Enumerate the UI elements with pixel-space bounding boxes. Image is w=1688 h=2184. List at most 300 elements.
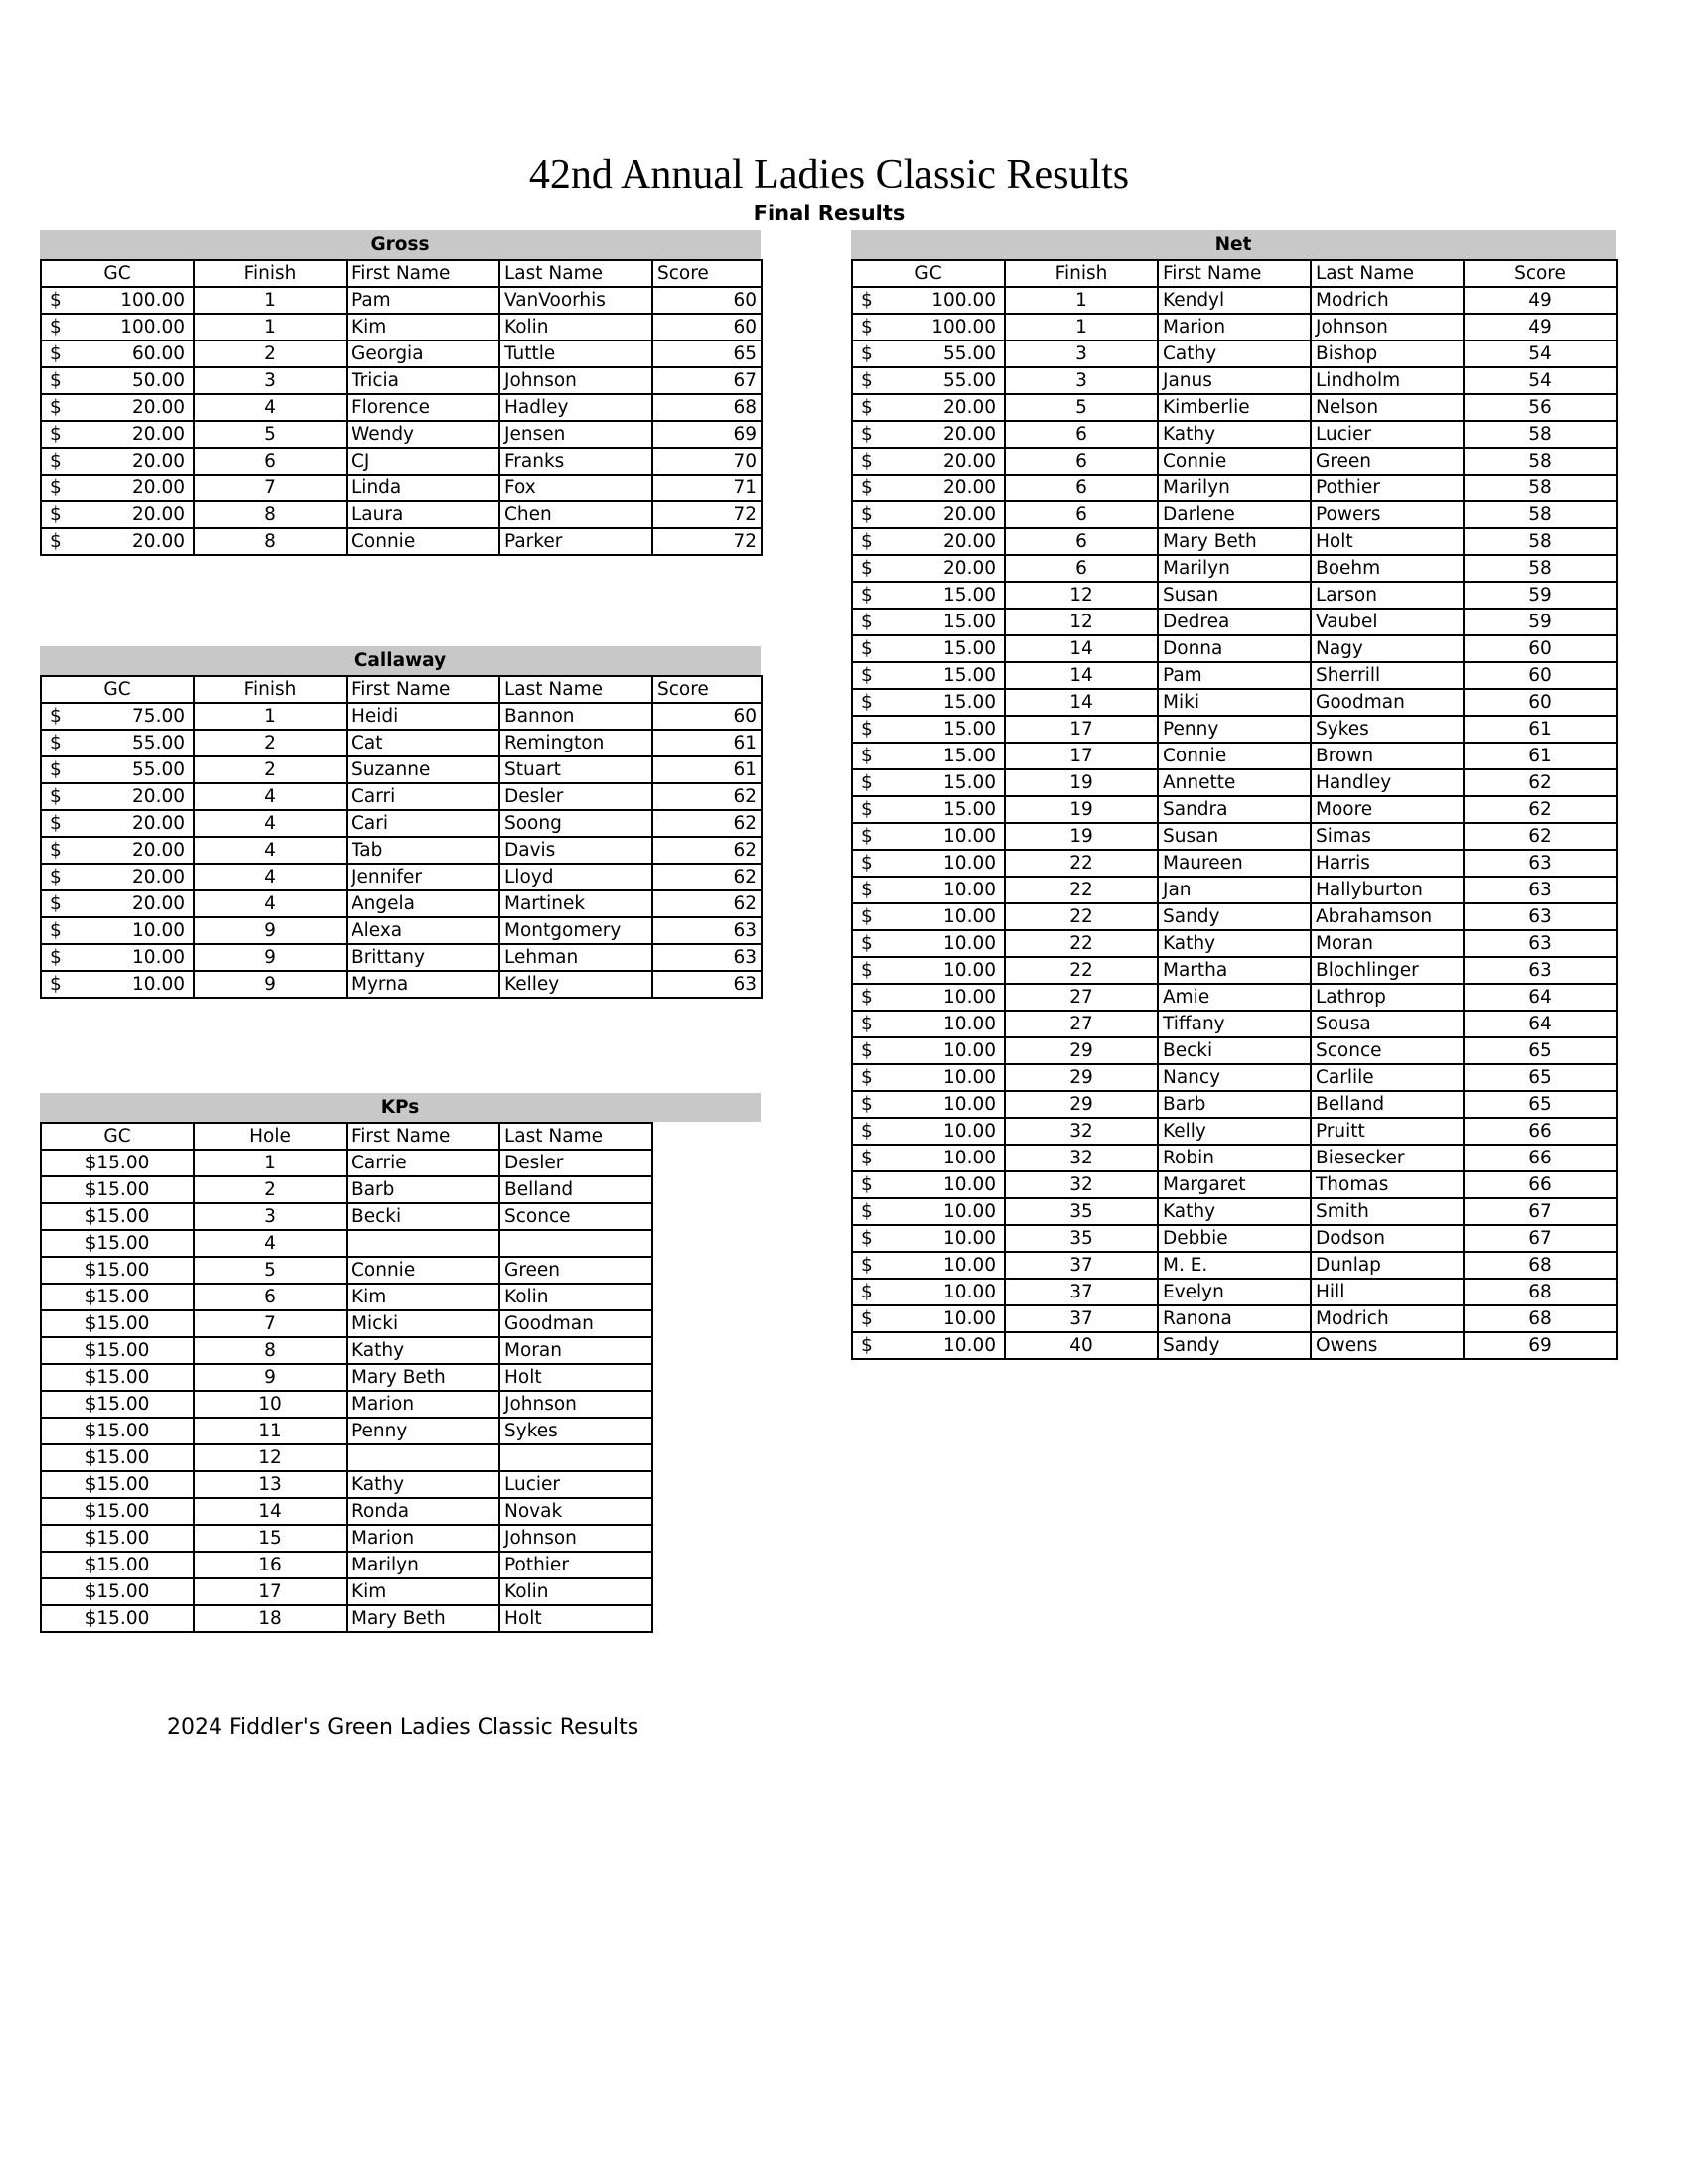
gc-cell	[41, 971, 194, 998]
first-name-cell: Kim	[347, 314, 499, 341]
finish-cell: 37	[1005, 1252, 1158, 1279]
score-cell: 62	[652, 864, 762, 890]
table-row	[41, 1471, 652, 1498]
score-cell: 58	[1464, 528, 1617, 555]
last-name-cell: Fox	[499, 475, 652, 501]
first-name-cell: Linda	[347, 475, 499, 501]
last-name-cell: Green	[1311, 448, 1464, 475]
score-cell: 63	[652, 917, 762, 944]
score-cell: 58	[1464, 421, 1617, 448]
currency-symbol: $	[50, 317, 62, 338]
table-row	[852, 796, 1617, 823]
footer-caption: 2024 Fiddler's Green Ladies Classic Results	[167, 1715, 639, 1740]
gc-cell: $15.00	[41, 1230, 194, 1257]
last-name-cell: Johnson	[499, 1391, 652, 1418]
finish-cell: 12	[1005, 582, 1158, 609]
last-name-cell: Davis	[499, 837, 652, 864]
finish-cell: 1	[1005, 314, 1158, 341]
first-name-cell: Cathy	[1158, 341, 1311, 367]
gc-amount: 20.00	[943, 397, 996, 418]
gc-cell	[852, 823, 1005, 850]
finish-cell: 9	[194, 971, 347, 998]
finish-cell: 6	[1005, 421, 1158, 448]
gc-amount: 15.00	[943, 665, 996, 686]
finish-cell: 4	[194, 810, 347, 837]
finish-cell: 22	[1005, 877, 1158, 903]
currency-symbol: $	[50, 893, 62, 914]
currency-symbol: $	[50, 531, 62, 552]
score-cell: 68	[1464, 1252, 1617, 1279]
finish-cell: 4	[194, 890, 347, 917]
currency-symbol: $	[50, 733, 62, 753]
currency-symbol: $	[861, 719, 873, 740]
gc-amount: 10.00	[132, 974, 185, 995]
first-name-cell	[347, 1444, 499, 1471]
currency-symbol: $	[861, 906, 873, 927]
first-name-cell: Pam	[347, 287, 499, 314]
finish-cell: 37	[1005, 1305, 1158, 1332]
last-name-cell: Larson	[1311, 582, 1464, 609]
currency-symbol: $	[861, 772, 873, 793]
last-name-cell: Sykes	[499, 1418, 652, 1444]
first-name-cell: Cari	[347, 810, 499, 837]
gc-amount: 10.00	[132, 947, 185, 968]
table-row	[41, 1150, 652, 1176]
first-name-cell: Penny	[347, 1418, 499, 1444]
table-row	[852, 1064, 1617, 1091]
column-header: Last Name	[499, 260, 652, 287]
currency-symbol: $	[50, 343, 62, 364]
gc-cell	[852, 314, 1005, 341]
finish-cell: 1	[1005, 287, 1158, 314]
finish-cell: 17	[1005, 743, 1158, 769]
table-row	[852, 1305, 1617, 1332]
gc-cell	[852, 1145, 1005, 1171]
score-cell: 61	[1464, 743, 1617, 769]
last-name-cell: Franks	[499, 448, 652, 475]
table-row	[852, 475, 1617, 501]
gc-cell	[852, 1252, 1005, 1279]
kps-section-title: KPs	[40, 1093, 761, 1122]
last-name-cell: Jensen	[499, 421, 652, 448]
gc-cell: $15.00	[41, 1337, 194, 1364]
finish-cell: 1	[194, 703, 347, 730]
score-cell: 60	[1464, 689, 1617, 716]
table-row	[852, 1171, 1617, 1198]
score-cell: 63	[1464, 877, 1617, 903]
gc-amount: 50.00	[132, 370, 185, 391]
first-name-cell: Robin	[1158, 1145, 1311, 1171]
finish-cell: 9	[194, 917, 347, 944]
currency-symbol: $	[861, 478, 873, 498]
table-row	[852, 1091, 1617, 1118]
gc-amount: 55.00	[132, 759, 185, 780]
currency-symbol: $	[861, 451, 873, 472]
callaway-section-title: Callaway	[40, 646, 761, 675]
last-name-cell: Kolin	[499, 314, 652, 341]
table-row	[852, 635, 1617, 662]
finish-cell: 5	[1005, 394, 1158, 421]
first-name-cell: Amie	[1158, 984, 1311, 1011]
hole-cell: 17	[194, 1578, 347, 1605]
hole-cell: 8	[194, 1337, 347, 1364]
finish-cell: 4	[194, 783, 347, 810]
last-name-cell: Owens	[1311, 1332, 1464, 1359]
last-name-cell: Brown	[1311, 743, 1464, 769]
hole-cell: 11	[194, 1418, 347, 1444]
first-name-cell: Carrie	[347, 1150, 499, 1176]
hole-cell: 6	[194, 1284, 347, 1310]
gc-cell	[852, 1091, 1005, 1118]
table-row	[41, 890, 762, 917]
last-name-cell: Lathrop	[1311, 984, 1464, 1011]
score-cell: 60	[1464, 635, 1617, 662]
first-name-cell: Myrna	[347, 971, 499, 998]
gc-amount: 10.00	[943, 1174, 996, 1195]
first-name-cell: Tiffany	[1158, 1011, 1311, 1037]
score-cell: 62	[652, 837, 762, 864]
kps-results-section	[40, 1093, 761, 1633]
table-row	[41, 837, 762, 864]
currency-symbol: $	[861, 1148, 873, 1168]
table-row	[41, 501, 762, 528]
last-name-cell: Powers	[1311, 501, 1464, 528]
column-header: First Name	[347, 676, 499, 703]
table-row	[852, 984, 1617, 1011]
first-name-cell: Kendyl	[1158, 287, 1311, 314]
table-row	[41, 917, 762, 944]
gc-cell	[852, 1011, 1005, 1037]
gc-cell	[41, 287, 194, 314]
last-name-cell: Modrich	[1311, 287, 1464, 314]
finish-cell: 3	[194, 367, 347, 394]
first-name-cell: Connie	[1158, 448, 1311, 475]
gc-cell	[852, 903, 1005, 930]
last-name-cell: Montgomery	[499, 917, 652, 944]
finish-cell: 7	[194, 475, 347, 501]
last-name-cell: Biesecker	[1311, 1145, 1464, 1171]
table-row	[41, 810, 762, 837]
gc-amount: 10.00	[943, 1121, 996, 1142]
last-name-cell: Belland	[499, 1176, 652, 1203]
currency-symbol: $	[861, 558, 873, 579]
gc-amount: 10.00	[943, 906, 996, 927]
column-header: Last Name	[499, 676, 652, 703]
last-name-cell: Boehm	[1311, 555, 1464, 582]
gc-amount: 20.00	[132, 867, 185, 887]
finish-cell: 29	[1005, 1091, 1158, 1118]
table-row	[41, 1203, 652, 1230]
finish-cell: 5	[194, 421, 347, 448]
table-row	[41, 1230, 652, 1257]
gc-cell	[41, 314, 194, 341]
last-name-cell: Moran	[499, 1337, 652, 1364]
finish-cell: 6	[1005, 448, 1158, 475]
table-row	[852, 287, 1617, 314]
last-name-cell: Sousa	[1311, 1011, 1464, 1037]
last-name-cell: Pothier	[499, 1552, 652, 1578]
column-header: GC	[852, 260, 1005, 287]
gc-cell	[41, 394, 194, 421]
gc-amount: 10.00	[132, 920, 185, 941]
finish-cell: 32	[1005, 1145, 1158, 1171]
table-row	[852, 903, 1617, 930]
gc-amount: 10.00	[943, 880, 996, 900]
gc-cell: $15.00	[41, 1203, 194, 1230]
score-cell: 64	[1464, 984, 1617, 1011]
column-header: GC	[41, 676, 194, 703]
first-name-cell: Evelyn	[1158, 1279, 1311, 1305]
hole-cell: 9	[194, 1364, 347, 1391]
first-name-cell: Wendy	[347, 421, 499, 448]
table-row	[852, 1225, 1617, 1252]
last-name-cell	[499, 1230, 652, 1257]
table-row	[852, 850, 1617, 877]
hole-cell: 12	[194, 1444, 347, 1471]
hole-cell: 2	[194, 1176, 347, 1203]
table-row	[41, 528, 762, 555]
currency-symbol: $	[50, 478, 62, 498]
currency-symbol: $	[861, 1067, 873, 1088]
first-name-cell: Susan	[1158, 582, 1311, 609]
first-name-cell: Debbie	[1158, 1225, 1311, 1252]
gc-cell	[852, 582, 1005, 609]
score-cell: 70	[652, 448, 762, 475]
gc-cell	[852, 984, 1005, 1011]
table-row	[852, 582, 1617, 609]
score-cell: 65	[1464, 1037, 1617, 1064]
currency-symbol: $	[861, 370, 873, 391]
last-name-cell: Chen	[499, 501, 652, 528]
gc-cell	[852, 743, 1005, 769]
finish-cell: 9	[194, 944, 347, 971]
gc-amount: 20.00	[132, 786, 185, 807]
gc-cell: $15.00	[41, 1444, 194, 1471]
score-cell: 58	[1464, 448, 1617, 475]
first-name-cell	[347, 1230, 499, 1257]
score-cell: 63	[1464, 903, 1617, 930]
score-cell: 54	[1464, 367, 1617, 394]
score-cell: 66	[1464, 1171, 1617, 1198]
gc-cell	[41, 810, 194, 837]
first-name-cell: Connie	[347, 528, 499, 555]
gc-cell	[852, 689, 1005, 716]
first-name-cell: Marion	[347, 1525, 499, 1552]
last-name-cell: Smith	[1311, 1198, 1464, 1225]
gc-cell: $15.00	[41, 1498, 194, 1525]
finish-cell: 27	[1005, 984, 1158, 1011]
last-name-cell: Holt	[1311, 528, 1464, 555]
score-cell: 67	[652, 367, 762, 394]
gc-cell	[41, 448, 194, 475]
first-name-cell: Kimberlie	[1158, 394, 1311, 421]
last-name-cell: Pothier	[1311, 475, 1464, 501]
table-row	[41, 971, 762, 998]
gc-amount: 20.00	[132, 840, 185, 861]
hole-cell: 13	[194, 1471, 347, 1498]
table-row	[852, 877, 1617, 903]
currency-symbol: $	[50, 290, 62, 311]
gc-cell	[852, 287, 1005, 314]
gc-amount: 15.00	[943, 719, 996, 740]
last-name-cell: Harris	[1311, 850, 1464, 877]
gc-amount: 10.00	[943, 1040, 996, 1061]
currency-symbol: $	[861, 612, 873, 632]
finish-cell: 8	[194, 528, 347, 555]
score-cell: 60	[652, 287, 762, 314]
column-header: First Name	[347, 260, 499, 287]
hole-cell: 18	[194, 1605, 347, 1632]
first-name-cell: Laura	[347, 501, 499, 528]
hole-cell: 1	[194, 1150, 347, 1176]
currency-symbol: $	[861, 290, 873, 311]
currency-symbol: $	[861, 1040, 873, 1061]
hole-cell: 4	[194, 1230, 347, 1257]
gc-cell	[852, 796, 1005, 823]
first-name-cell: Barb	[347, 1176, 499, 1203]
last-name-cell: Nagy	[1311, 635, 1464, 662]
last-name-cell: Desler	[499, 783, 652, 810]
table-row	[852, 421, 1617, 448]
column-header: Finish	[194, 260, 347, 287]
gross-results-section	[40, 230, 761, 556]
column-header: Finish	[1005, 260, 1158, 287]
first-name-cell: Janus	[1158, 367, 1311, 394]
column-header: Last Name	[1311, 260, 1464, 287]
gc-cell	[852, 501, 1005, 528]
gc-cell	[852, 1279, 1005, 1305]
gc-amount: 10.00	[943, 1067, 996, 1088]
table-row	[41, 730, 762, 756]
gc-amount: 100.00	[931, 290, 996, 311]
currency-symbol: $	[861, 1014, 873, 1034]
column-header: Score	[652, 260, 762, 287]
first-name-cell: Martha	[1158, 957, 1311, 984]
last-name-cell: Bishop	[1311, 341, 1464, 367]
gc-amount: 10.00	[943, 1201, 996, 1222]
first-name-cell: Nancy	[1158, 1064, 1311, 1091]
table-row	[852, 367, 1617, 394]
header-row	[41, 1123, 652, 1150]
table-row	[41, 341, 762, 367]
finish-cell: 4	[194, 864, 347, 890]
score-cell: 58	[1464, 475, 1617, 501]
score-cell: 58	[1464, 555, 1617, 582]
first-name-cell: Ronda	[347, 1498, 499, 1525]
gc-cell	[852, 1037, 1005, 1064]
gc-amount: 75.00	[132, 706, 185, 727]
finish-cell: 4	[194, 394, 347, 421]
gc-amount: 20.00	[943, 531, 996, 552]
table-row	[41, 1552, 652, 1578]
first-name-cell: Florence	[347, 394, 499, 421]
last-name-cell: Holt	[499, 1364, 652, 1391]
first-name-cell: M. E.	[1158, 1252, 1311, 1279]
currency-symbol: $	[861, 933, 873, 954]
first-name-cell: Mary Beth	[347, 1605, 499, 1632]
hole-cell: 14	[194, 1498, 347, 1525]
table-row	[852, 1145, 1617, 1171]
table-row	[41, 703, 762, 730]
table-row	[41, 1337, 652, 1364]
gc-cell	[41, 421, 194, 448]
gc-cell	[41, 756, 194, 783]
last-name-cell: Sconce	[499, 1203, 652, 1230]
gc-amount: 20.00	[943, 424, 996, 445]
gc-amount: 10.00	[943, 1228, 996, 1249]
gross-section-title: Gross	[40, 230, 761, 259]
gc-cell	[41, 367, 194, 394]
header-row	[41, 260, 762, 287]
table-row	[41, 367, 762, 394]
first-name-cell: Connie	[1158, 743, 1311, 769]
gc-amount: 20.00	[132, 451, 185, 472]
page-subtitle: Final Results	[753, 202, 906, 225]
first-name-cell: Jan	[1158, 877, 1311, 903]
first-name-cell: Suzanne	[347, 756, 499, 783]
score-cell: 60	[652, 703, 762, 730]
last-name-cell: Lloyd	[499, 864, 652, 890]
gc-amount: 20.00	[943, 478, 996, 498]
gc-amount: 10.00	[943, 1094, 996, 1115]
finish-cell: 19	[1005, 769, 1158, 796]
gc-amount: 10.00	[943, 826, 996, 847]
table-row	[41, 287, 762, 314]
last-name-cell: Dunlap	[1311, 1252, 1464, 1279]
finish-cell: 6	[194, 448, 347, 475]
score-cell: 49	[1464, 287, 1617, 314]
finish-cell: 2	[194, 756, 347, 783]
table-row	[41, 1284, 652, 1310]
finish-cell: 6	[1005, 475, 1158, 501]
finish-cell: 22	[1005, 850, 1158, 877]
currency-symbol: $	[50, 370, 62, 391]
last-name-cell: Remington	[499, 730, 652, 756]
last-name-cell: Kolin	[499, 1284, 652, 1310]
currency-symbol: $	[861, 424, 873, 445]
gc-amount: 15.00	[943, 585, 996, 606]
first-name-cell: Alexa	[347, 917, 499, 944]
gc-amount: 20.00	[132, 478, 185, 498]
kps-results-table	[40, 1122, 653, 1633]
gc-cell: $15.00	[41, 1605, 194, 1632]
table-row	[41, 421, 762, 448]
first-name-cell: Barb	[1158, 1091, 1311, 1118]
currency-symbol: $	[50, 759, 62, 780]
table-row	[852, 1037, 1617, 1064]
score-cell: 65	[652, 341, 762, 367]
column-header: GC	[41, 1123, 194, 1150]
first-name-cell: Heidi	[347, 703, 499, 730]
gc-amount: 20.00	[132, 893, 185, 914]
first-name-cell: Kathy	[1158, 930, 1311, 957]
first-name-cell: Mary Beth	[1158, 528, 1311, 555]
currency-symbol: $	[861, 1228, 873, 1249]
gc-cell: $15.00	[41, 1284, 194, 1310]
last-name-cell: Lindholm	[1311, 367, 1464, 394]
first-name-cell: Dedrea	[1158, 609, 1311, 635]
first-name-cell: Penny	[1158, 716, 1311, 743]
finish-cell: 22	[1005, 903, 1158, 930]
score-cell: 63	[1464, 850, 1617, 877]
score-cell: 67	[1464, 1198, 1617, 1225]
first-name-cell: Pam	[1158, 662, 1311, 689]
first-name-cell: Kathy	[347, 1471, 499, 1498]
table-row	[41, 1310, 652, 1337]
first-name-cell: Donna	[1158, 635, 1311, 662]
finish-cell: 32	[1005, 1118, 1158, 1145]
gc-cell	[852, 555, 1005, 582]
